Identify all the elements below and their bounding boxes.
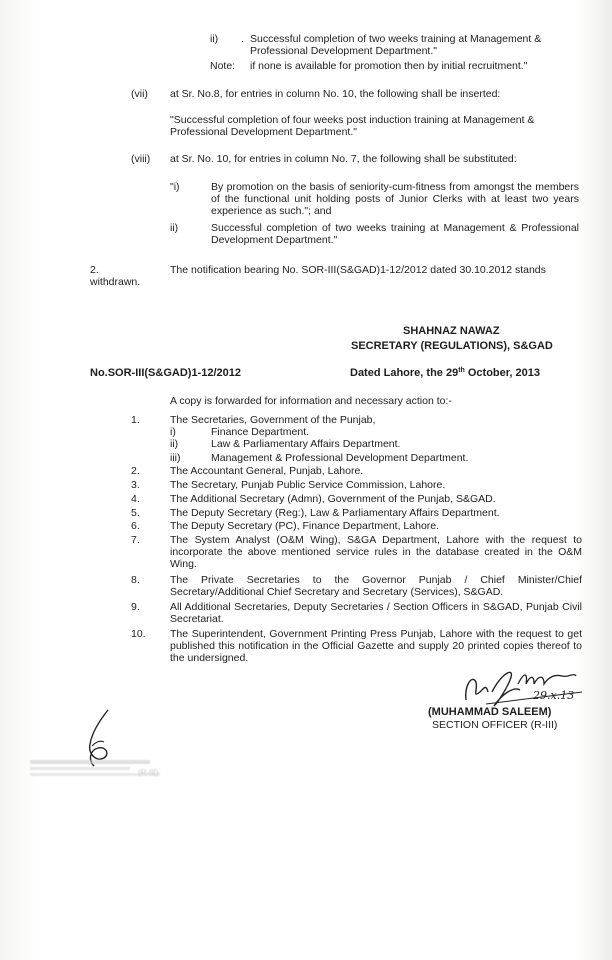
recipient-number: 5.	[131, 507, 140, 519]
recipient-text: The Secretary, Punjab Public Service Commission, Lahore.	[170, 479, 446, 491]
recipient-number: 6.	[131, 520, 140, 532]
amend-vi-ii-line2: Professional Development Department."	[250, 45, 437, 57]
amend-vi-ii-line1: Successful completion of two weeks training at Management &	[250, 33, 542, 45]
amend-vii-quote-line1: "Successful completion of four weeks post induction training at Management &	[170, 114, 535, 126]
recipient-text: The Additional Secretary (Admn), Government of the Punjab, S&GAD.	[170, 493, 496, 505]
recipient-text: The Superintendent, Government Printing Press Punjab, Lahore with the request to get published this notification in the Official Gazette and supply 20 printed copies thereof to the undersigned.	[170, 628, 582, 664]
recipient-number: 2.	[131, 465, 140, 477]
recipient-text: The Deputy Secretary (Reg:), Law & Parliamentary Affairs Department.	[170, 507, 500, 519]
amend-vii-intro: at Sr. No.8, for entries in column No. 10, the following shall be inserted:	[170, 88, 501, 100]
amend-viii-ii-text: Successful completion of two weeks training at Management & Professional Development Department."	[211, 222, 579, 246]
amend-vi-ii-marker: ii)	[210, 33, 219, 45]
recipient-text: The System Analyst (O&M Wing), S&GA Department, Lahore with the request to incorporate the above mentioned service rules in the database created in the O&M Wing.	[170, 534, 582, 570]
sub-text: Finance Department.	[211, 426, 310, 438]
recipient-number: 3.	[131, 479, 140, 491]
para2-line1: The notification bearing No. SOR-III(S&GAD)1-12/2012 dated 30.10.2012 stands	[170, 264, 546, 276]
note-text: if none is available for promotion then by initial recruitment."	[250, 60, 528, 72]
reference-number: No.SOR-III(S&GAD)1-12/2012	[90, 367, 241, 379]
amend-vii-quote-line2: Professional Development Department."	[170, 126, 357, 138]
signature-date: 29.x.13	[533, 689, 575, 702]
recipient-number: 1.	[131, 414, 140, 426]
amend-viii-ii-marker: ii)	[170, 222, 179, 234]
amend-viii-intro: at Sr. No. 10, for entries in column No. 7, the following shall be substituted:	[170, 153, 517, 165]
signatory-name: SHAHNAZ NAWAZ	[403, 325, 500, 337]
section-officer-title: SECTION OFFICER (R-III)	[432, 719, 558, 731]
amend-viii-i-text: By promotion on the basis of seniority-cum-fitness from amongst the members of the functional unit holding posts of Junior Clerks with at least two years experience as such."; and	[211, 181, 579, 217]
sub-marker: ii)	[170, 438, 179, 450]
recipient-number: 4.	[131, 493, 140, 505]
faded-stamp: (R-III)	[30, 758, 180, 788]
document-page: ii) . Successful completion of two weeks training at Management & Professional Development Department." Note: if none is available for promotion then by initial recruitment." (vii) at Sr. No.8, for entries in column No. 10, the following shall be inserted: "Successful completion of four weeks post induction training at Management & Professional Development Department." (viii) at Sr. No. 10, for entries in column No. 7, the following shall be substituted: "i) By promotion on the basis of seniority-cum-fitness from amongst the members of the functional unit holding posts of Junior Clerks with at least two years experience as such."; and ii) Successful completion of two weeks training at Management & Professional Development Department." 2. The notification bearing No. SOR-III(S&GAD)1-12/2012 dated 30.10.2012 stands withdrawn. SHAHNAZ NAWAZ SECRETARY (REGULATIONS), S&GAD No.SOR-III(S&GAD)1-12/2012 Dated Lahore, the 29th October, 2013 A copy is forwarded for information and necessary action to:- 1. The Secretaries, Government of the Punjab, i) Finance Department. ii) Law & Parliamentary Affairs Department. iii) Management & Professional Development Department. 2. The Accountant General, Punjab, Lahore. 3. The Secretary, Punjab Public Service Commission, Lahore. 4. The Additional Secretary (Admn), Government of the Punjab, S&GAD. 5. The Deputy Secretary (Reg:), Law & Parliamentary Affairs Department. 6. The Deputy Secretary (PC), Finance Department, Lahore. 7. The System Analyst (O&M Wing), S&GA Department, Lahore with the request to incorporate the above mentioned service rules in the database created in the O&M Wing. 8. The Private Secretaries to the Governor Punjab / Chief Minister/Chief Secretary/Additional Chief Secretary and Secretary (Services), S&GAD. 9. All Additional Secretaries, Deputy Secretaries / Section Officers in S&GAD, Punjab Civil Secretariat. 10. The Superintendent, Government Printing Press Punjab, Lahore with the request to get published this notification in the Official Gazette and supply 20 printed copies thereof to the undersigned. 29.x.13 (MUHAMMAD SALEEM) SECTION OFFICER (R-III) (R-III)	[0, 0, 612, 960]
recipient-text: The Private Secretaries to the Governor Punjab / Chief Minister/Chief Secretary/Additional Chief Secretary and Secretary (Services), S&GAD.	[170, 574, 582, 598]
amend-vii-marker: (vii)	[131, 88, 148, 100]
recipient-number: 7.	[131, 534, 140, 546]
recipient-number: 9.	[131, 601, 140, 613]
amend-viii-marker: (viii)	[131, 153, 151, 165]
note-label: Note:	[210, 60, 236, 72]
recipient-text: The Accountant General, Punjab, Lahore.	[170, 465, 364, 477]
signatory-title: SECRETARY (REGULATIONS), S&GAD	[351, 340, 553, 352]
recipient-number: 10.	[131, 628, 146, 640]
recipient-text: The Deputy Secretary (PC), Finance Department, Lahore.	[170, 520, 440, 532]
sub-text: Management & Professional Development Department.	[211, 452, 469, 464]
reference-date: Dated Lahore, the 29th October, 2013	[350, 367, 541, 379]
handwritten-signature-icon	[458, 662, 588, 712]
para2-number: 2.	[90, 264, 99, 276]
sub-marker: i)	[170, 426, 176, 438]
amend-viii-i-marker: "i)	[170, 181, 180, 193]
sub-marker: iii)	[170, 452, 181, 464]
sub-text: Law & Parliamentary Affairs Department.	[211, 438, 401, 450]
para2-line2: withdrawn.	[90, 276, 141, 288]
section-officer-name: (MUHAMMAD SALEEM)	[428, 706, 552, 718]
recipient-text: All Additional Secretaries, Deputy Secretaries / Section Officers in S&GAD, Punjab Civil Secretariat.	[170, 601, 582, 625]
copy-intro: A copy is forwarded for information and necessary action to:-	[170, 395, 452, 407]
recipient-text: The Secretaries, Government of the Punjab,	[170, 414, 376, 426]
recipient-number: 8.	[131, 574, 140, 586]
